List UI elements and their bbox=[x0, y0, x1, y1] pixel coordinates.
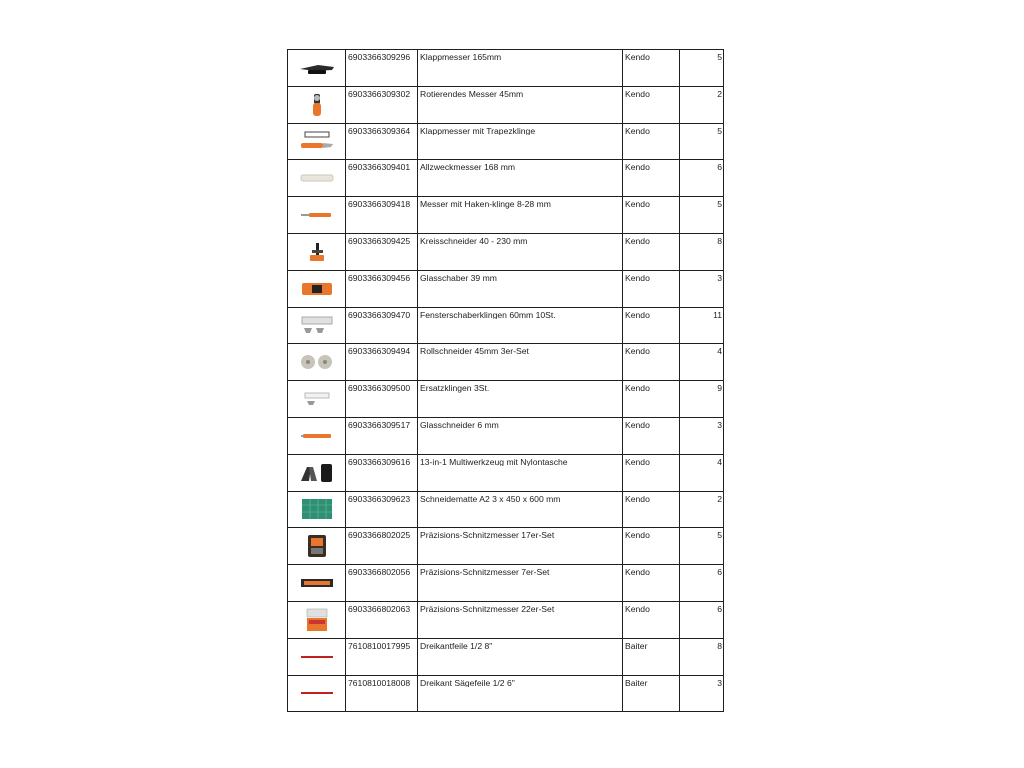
product-image-cell bbox=[288, 233, 346, 270]
quantity-text: 3 bbox=[717, 677, 722, 688]
brand-text: Kendo bbox=[625, 419, 650, 430]
description-cell bbox=[418, 233, 623, 270]
brand-cell bbox=[623, 381, 680, 418]
quantity-cell bbox=[680, 491, 724, 528]
scraper-blades-icon bbox=[299, 315, 335, 335]
ean-cell bbox=[346, 491, 418, 528]
table-row bbox=[288, 417, 724, 454]
ean-cell bbox=[346, 123, 418, 160]
quantity-cell bbox=[680, 344, 724, 381]
quantity-text: 6 bbox=[717, 162, 722, 172]
ean-text: 6903366802063 bbox=[348, 603, 411, 614]
description-text: Ersatzklingen 3St. bbox=[420, 383, 490, 393]
quantity-cell bbox=[680, 270, 724, 307]
brand-cell bbox=[623, 638, 680, 675]
description-text: Dreikant Sägefeile 1/2 6" bbox=[420, 677, 515, 688]
brand-cell bbox=[623, 160, 680, 197]
product-image-cell bbox=[288, 344, 346, 381]
product-image-cell bbox=[288, 417, 346, 454]
brand-text: Kendo bbox=[625, 456, 650, 467]
brand-cell bbox=[623, 565, 680, 602]
quantity-text: 8 bbox=[717, 235, 722, 246]
description-cell bbox=[418, 528, 623, 565]
ean-cell bbox=[346, 86, 418, 123]
product-image-cell bbox=[288, 160, 346, 197]
quantity-text: 6 bbox=[717, 567, 722, 577]
brand-text: Kendo bbox=[625, 52, 650, 62]
ean-cell bbox=[346, 307, 418, 344]
brand-cell bbox=[623, 197, 680, 234]
ean-text: 6903366309616 bbox=[348, 456, 411, 467]
hook-blade-knife-icon bbox=[299, 210, 335, 220]
brand-text: Kendo bbox=[625, 162, 650, 172]
multitool-icon bbox=[298, 461, 336, 485]
quantity-text: 6 bbox=[717, 603, 722, 614]
quantity-cell bbox=[680, 50, 724, 87]
table-row bbox=[288, 675, 724, 712]
ean-text: 6903366309517 bbox=[348, 419, 411, 430]
product-image-cell bbox=[288, 123, 346, 160]
ean-cell bbox=[346, 601, 418, 638]
description-text: Kreisschneider 40 - 230 mm bbox=[420, 235, 528, 246]
quantity-text: 5 bbox=[717, 530, 722, 540]
glass-cutter-icon bbox=[299, 432, 335, 440]
brand-cell bbox=[623, 233, 680, 270]
carving-set-7-icon bbox=[299, 577, 335, 589]
brand-text: Kendo bbox=[625, 383, 650, 393]
table-row bbox=[288, 565, 724, 602]
description-text: Präzisions-Schnitzmesser 22er-Set bbox=[420, 603, 555, 614]
brand-text: Baiter bbox=[625, 677, 648, 688]
brand-text: Kendo bbox=[625, 235, 650, 246]
brand-cell bbox=[623, 601, 680, 638]
description-cell bbox=[418, 675, 623, 712]
ean-text: 6903366309500 bbox=[348, 383, 411, 393]
ean-cell bbox=[346, 270, 418, 307]
brand-text: Baiter bbox=[625, 640, 648, 651]
quantity-text: 5 bbox=[717, 125, 722, 136]
description-text: Glasschaber 39 mm bbox=[420, 272, 497, 283]
table-row bbox=[288, 528, 724, 565]
quantity-text: 3 bbox=[717, 419, 722, 430]
brand-cell bbox=[623, 50, 680, 87]
brand-cell bbox=[623, 270, 680, 307]
product-image-cell bbox=[288, 270, 346, 307]
brand-cell bbox=[623, 123, 680, 160]
trapezoid-knife-icon bbox=[299, 130, 335, 152]
ean-cell bbox=[346, 565, 418, 602]
brand-text: Kendo bbox=[625, 567, 650, 577]
ean-text: 6903366802056 bbox=[348, 567, 411, 577]
ean-text: 6903366309364 bbox=[348, 125, 411, 136]
table-row bbox=[288, 197, 724, 234]
ean-text: 7610810017995 bbox=[348, 640, 411, 651]
ean-text: 6903366309623 bbox=[348, 493, 411, 504]
quantity-cell bbox=[680, 381, 724, 418]
ean-cell bbox=[346, 233, 418, 270]
table-row bbox=[288, 307, 724, 344]
table-row bbox=[288, 50, 724, 87]
spare-blades-icon bbox=[299, 391, 335, 407]
ean-text: 6903366309401 bbox=[348, 162, 411, 172]
ean-text: 6903366309302 bbox=[348, 88, 411, 99]
brand-cell bbox=[623, 344, 680, 381]
quantity-text: 3 bbox=[717, 272, 722, 283]
quantity-text: 9 bbox=[717, 383, 722, 393]
table-row bbox=[288, 233, 724, 270]
table-row bbox=[288, 344, 724, 381]
product-image-cell bbox=[288, 601, 346, 638]
product-table-body bbox=[288, 50, 724, 712]
product-image-cell bbox=[288, 491, 346, 528]
brand-text: Kendo bbox=[625, 346, 650, 356]
product-image-cell bbox=[288, 638, 346, 675]
quantity-cell bbox=[680, 638, 724, 675]
ean-text: 6903366802025 bbox=[348, 530, 411, 540]
ean-text: 6903366309418 bbox=[348, 199, 411, 209]
saw-file-icon bbox=[299, 690, 335, 696]
quantity-text: 8 bbox=[717, 640, 722, 651]
description-text: Schneidematte A2 3 x 450 x 600 mm bbox=[420, 493, 561, 504]
description-text: Präzisions-Schnitzmesser 7er-Set bbox=[420, 567, 550, 577]
description-cell bbox=[418, 270, 623, 307]
brand-text: Kendo bbox=[625, 272, 650, 283]
ean-cell bbox=[346, 454, 418, 491]
ean-cell bbox=[346, 638, 418, 675]
description-text: Dreikantfeile 1/2 8" bbox=[420, 640, 493, 651]
brand-cell bbox=[623, 86, 680, 123]
description-cell bbox=[418, 50, 623, 87]
description-text: Klappmesser mit Trapezklinge bbox=[420, 125, 536, 136]
table-row bbox=[288, 638, 724, 675]
carving-set-17-icon bbox=[306, 533, 328, 559]
quantity-text: 4 bbox=[717, 456, 722, 467]
ean-cell bbox=[346, 50, 418, 87]
ean-cell bbox=[346, 675, 418, 712]
utility-knife-icon bbox=[298, 172, 336, 184]
description-cell bbox=[418, 86, 623, 123]
folding-knife-icon bbox=[298, 60, 336, 76]
table-row bbox=[288, 454, 724, 491]
description-cell bbox=[418, 123, 623, 160]
quantity-cell bbox=[680, 601, 724, 638]
product-image-cell bbox=[288, 528, 346, 565]
quantity-cell bbox=[680, 454, 724, 491]
description-text: Allzweckmesser 168 mm bbox=[420, 162, 516, 172]
description-cell bbox=[418, 344, 623, 381]
ean-text: 6903366309296 bbox=[348, 52, 411, 62]
quantity-cell bbox=[680, 233, 724, 270]
ean-cell bbox=[346, 197, 418, 234]
quantity-text: 2 bbox=[717, 88, 722, 99]
quantity-cell bbox=[680, 565, 724, 602]
brand-text: Kendo bbox=[625, 309, 650, 320]
product-image-cell bbox=[288, 675, 346, 712]
table-row bbox=[288, 123, 724, 160]
description-text: Präzisions-Schnitzmesser 17er-Set bbox=[420, 530, 555, 540]
ean-cell bbox=[346, 381, 418, 418]
quantity-cell bbox=[680, 160, 724, 197]
product-image-cell bbox=[288, 86, 346, 123]
glass-scraper-icon bbox=[300, 280, 334, 298]
brand-text: Kendo bbox=[625, 603, 650, 614]
brand-cell bbox=[623, 417, 680, 454]
ean-text: 7610810018008 bbox=[348, 677, 411, 688]
description-text: 13-in-1 Multiwerkzeug mit Nylontasche bbox=[420, 456, 568, 467]
ean-cell bbox=[346, 344, 418, 381]
product-image-cell bbox=[288, 565, 346, 602]
description-cell bbox=[418, 638, 623, 675]
quantity-text: 2 bbox=[717, 493, 722, 504]
quantity-text: 5 bbox=[717, 52, 722, 62]
table-row bbox=[288, 160, 724, 197]
brand-cell bbox=[623, 528, 680, 565]
description-text: Klappmesser 165mm bbox=[420, 52, 502, 62]
cutting-mat-icon bbox=[301, 498, 333, 520]
ean-text: 6903366309494 bbox=[348, 346, 411, 356]
product-table bbox=[287, 49, 724, 712]
table-row bbox=[288, 270, 724, 307]
description-cell bbox=[418, 381, 623, 418]
product-image-cell bbox=[288, 381, 346, 418]
brand-cell bbox=[623, 491, 680, 528]
ean-cell bbox=[346, 417, 418, 454]
quantity-cell bbox=[680, 86, 724, 123]
ean-text: 6903366309456 bbox=[348, 272, 411, 283]
description-cell bbox=[418, 160, 623, 197]
product-image-cell bbox=[288, 197, 346, 234]
table-row bbox=[288, 601, 724, 638]
description-text: Glasschneider 6 mm bbox=[420, 419, 499, 430]
description-text: Fensterschaberklingen 60mm 10St. bbox=[420, 309, 556, 320]
quantity-cell bbox=[680, 123, 724, 160]
description-cell bbox=[418, 417, 623, 454]
table-row bbox=[288, 86, 724, 123]
description-text: Rotierendes Messer 45mm bbox=[420, 88, 524, 99]
ean-text: 6903366309470 bbox=[348, 309, 411, 320]
brand-text: Kendo bbox=[625, 199, 650, 209]
rotary-cutter-icon bbox=[311, 92, 323, 118]
brand-text: Kendo bbox=[625, 493, 650, 504]
ean-cell bbox=[346, 160, 418, 197]
product-image-cell bbox=[288, 50, 346, 87]
table-row bbox=[288, 381, 724, 418]
product-image-cell bbox=[288, 307, 346, 344]
table-row bbox=[288, 491, 724, 528]
brand-text: Kendo bbox=[625, 125, 650, 136]
quantity-cell bbox=[680, 528, 724, 565]
rotary-blades-icon bbox=[299, 353, 335, 371]
circle-cutter-icon bbox=[309, 241, 325, 263]
brand-text: Kendo bbox=[625, 530, 650, 540]
triangle-file-icon bbox=[299, 654, 335, 660]
description-cell bbox=[418, 491, 623, 528]
product-image-cell bbox=[288, 454, 346, 491]
description-cell bbox=[418, 601, 623, 638]
quantity-cell bbox=[680, 197, 724, 234]
brand-cell bbox=[623, 307, 680, 344]
description-cell bbox=[418, 565, 623, 602]
quantity-cell bbox=[680, 417, 724, 454]
ean-text: 6903366309425 bbox=[348, 235, 411, 246]
brand-cell bbox=[623, 454, 680, 491]
description-text: Rollschneider 45mm 3er-Set bbox=[420, 346, 529, 356]
quantity-text: 11 bbox=[713, 309, 722, 320]
brand-text: Kendo bbox=[625, 88, 650, 99]
quantity-cell bbox=[680, 675, 724, 712]
ean-cell bbox=[346, 528, 418, 565]
description-cell bbox=[418, 197, 623, 234]
description-cell bbox=[418, 307, 623, 344]
quantity-cell bbox=[680, 307, 724, 344]
brand-cell bbox=[623, 675, 680, 712]
description-cell bbox=[418, 454, 623, 491]
carving-set-22-icon bbox=[305, 607, 329, 633]
description-text: Messer mit Haken-klinge 8-28 mm bbox=[420, 199, 551, 209]
quantity-text: 4 bbox=[717, 346, 722, 356]
quantity-text: 5 bbox=[717, 199, 722, 209]
